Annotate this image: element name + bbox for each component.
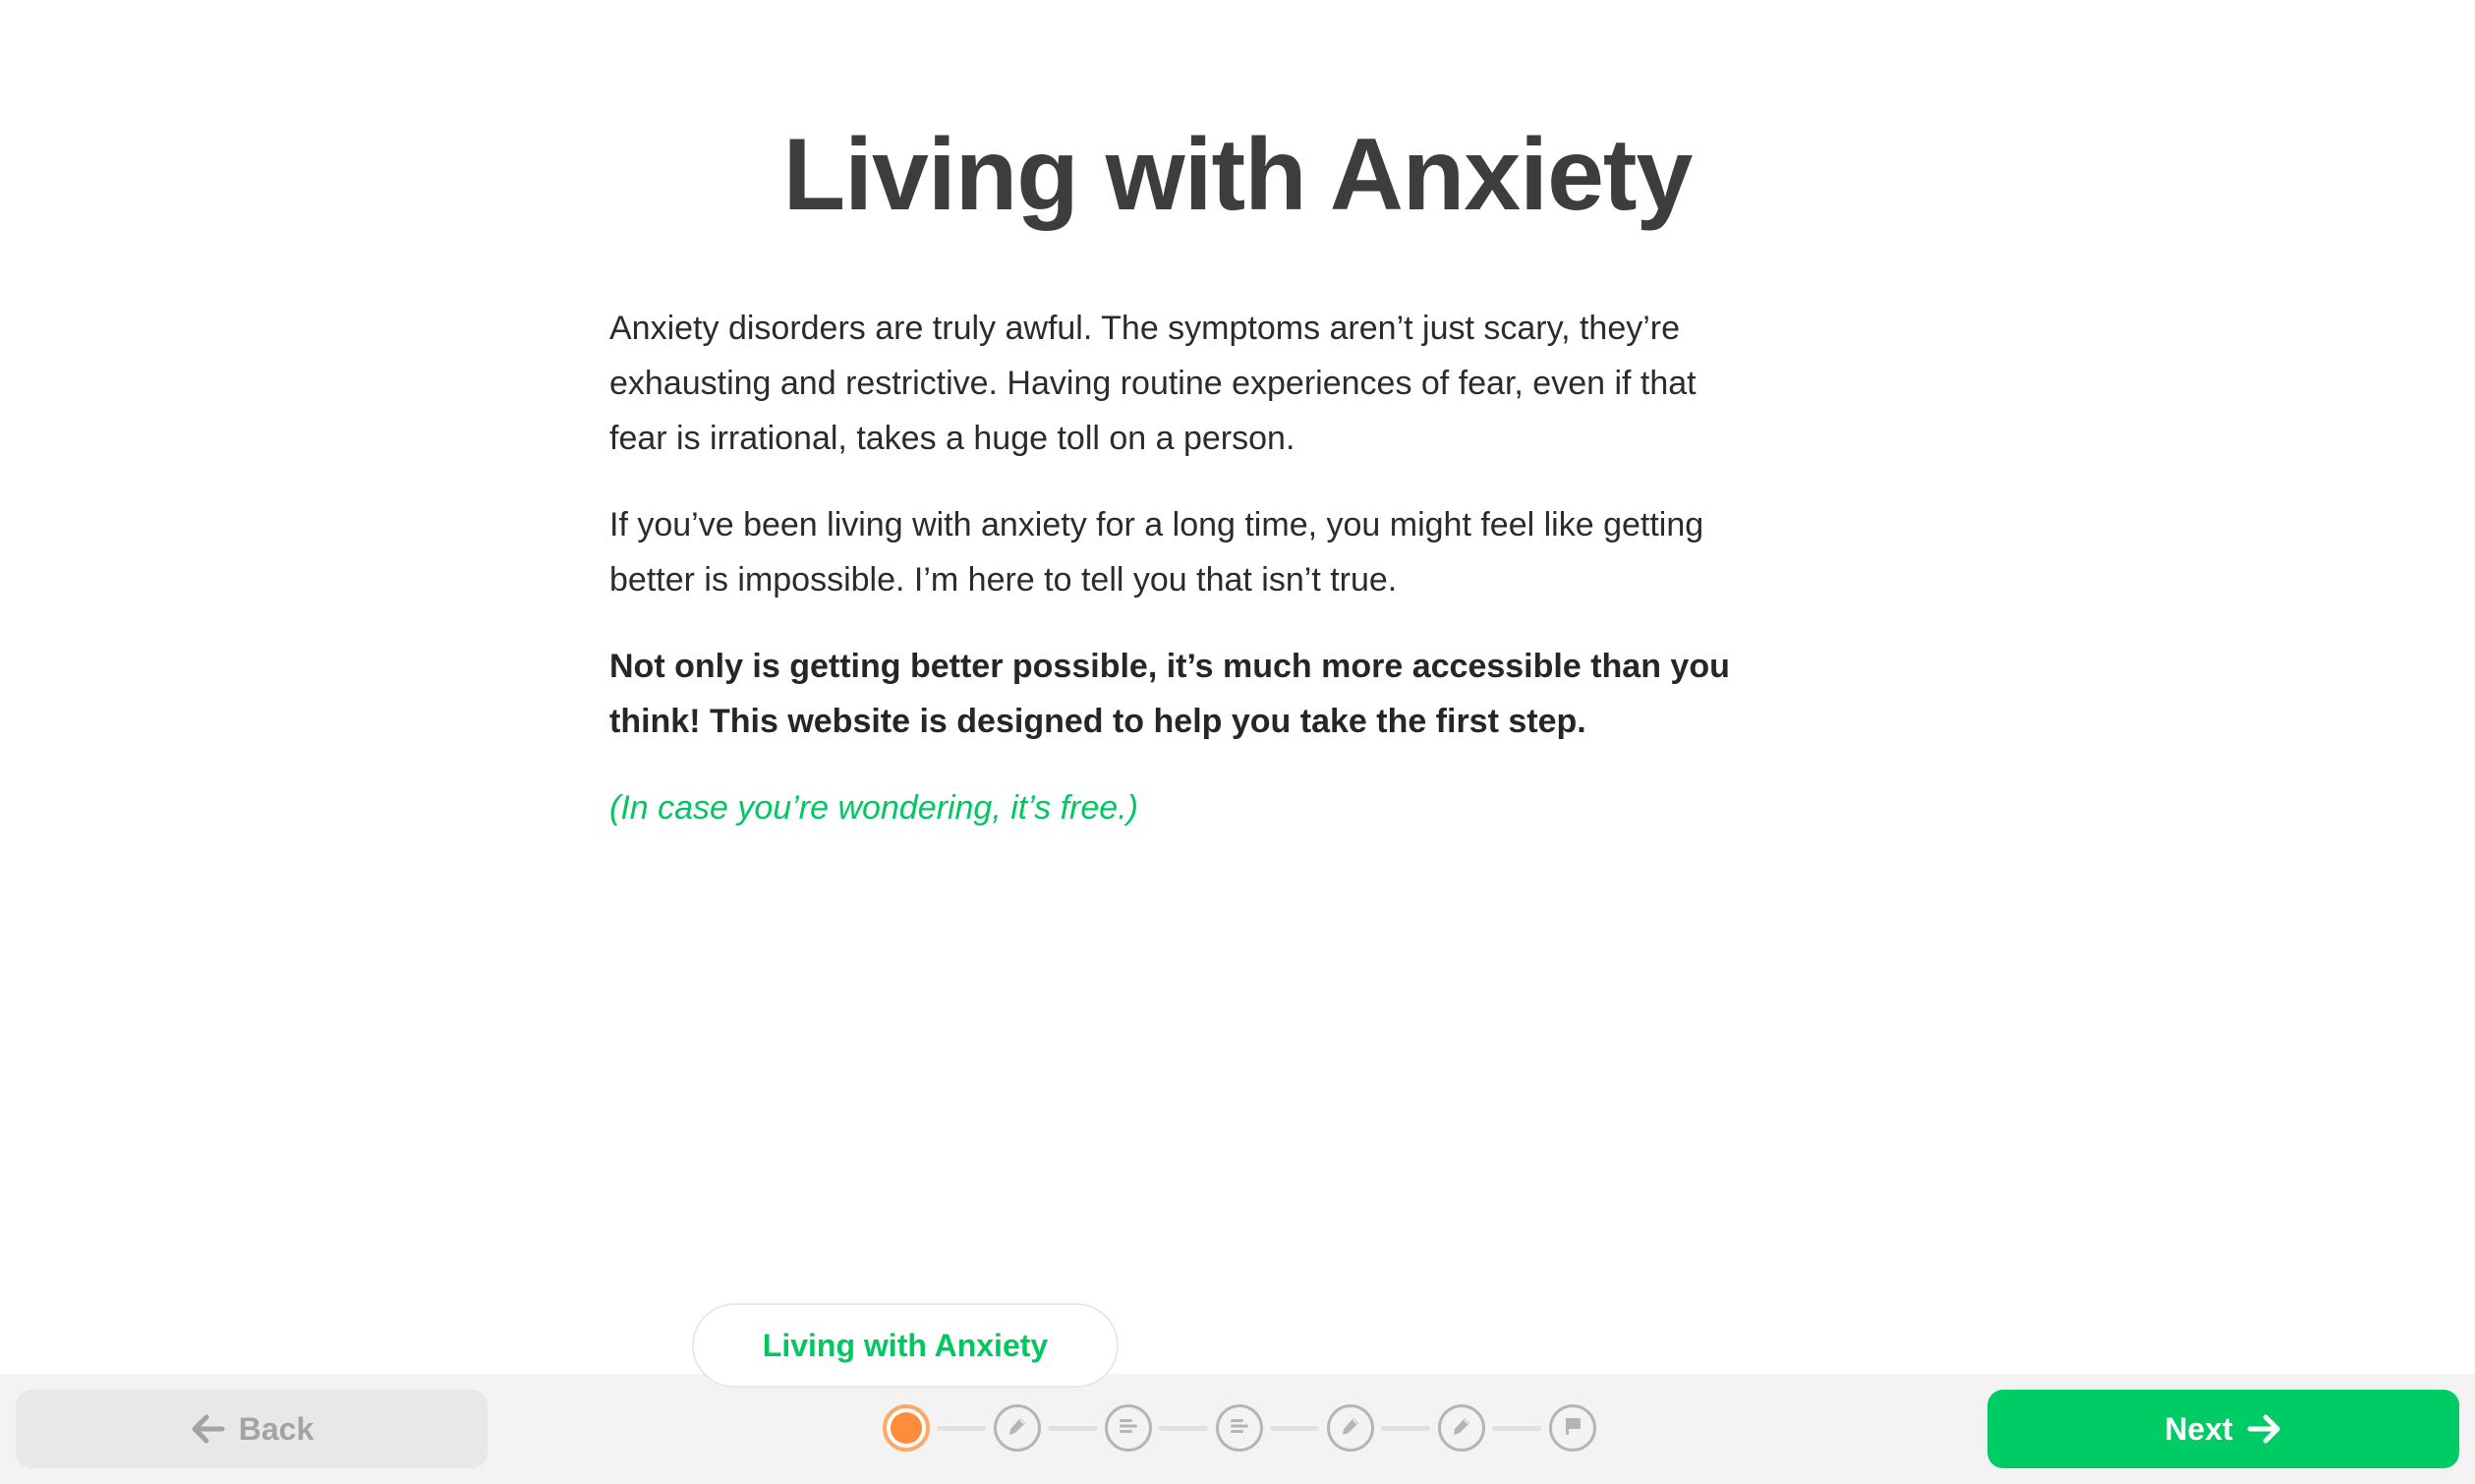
step-connector [1159,1426,1208,1431]
step-3[interactable] [1105,1404,1152,1452]
intro-paragraph-2 [609,497,1887,607]
step-connector [1381,1426,1430,1431]
step-connector [937,1426,986,1431]
step-connector [1270,1426,1319,1431]
progress-stepper [883,1404,1596,1452]
current-step-tooltip-label: Living with Anxiety [762,1327,1049,1363]
step-5[interactable] [1327,1404,1374,1452]
step-7-finish[interactable] [1549,1404,1596,1452]
step-2[interactable] [994,1404,1041,1452]
current-dot-icon [891,1412,922,1444]
flag-icon [1562,1415,1583,1442]
step-connector [1492,1426,1541,1431]
intro-paragraph-1 [609,301,1887,466]
back-button[interactable] [16,1390,488,1468]
step-4[interactable] [1216,1404,1263,1452]
next-button-label: Next [2164,1410,2233,1447]
text-line: If you’ve been living with anxiety for a long time, you might feel like getting [609,506,1704,543]
step-connector [1048,1426,1097,1431]
step-1-current[interactable] [883,1404,930,1452]
free-note [609,780,1887,835]
pencil-icon [1451,1415,1472,1442]
text-line: better is impossible. I’m here to tell you that isn’t true. [609,561,1398,599]
footer-navigation [0,1374,2475,1484]
next-button[interactable] [1987,1390,2459,1468]
pencil-icon [1007,1415,1028,1442]
text-line: Anxiety disorders are truly awful. The symptoms aren’t just scary, they’re [609,310,1681,347]
arrow-left-icon [190,1413,225,1445]
text-lines-icon [1118,1417,1139,1440]
text-line: (In case you’re wondering, it’s free.) [609,789,1138,827]
intro-paragraph-emphasis [609,639,1887,749]
intro-content [609,301,1887,867]
text-line: Not only is getting better possible, it’s much more accessible than you [609,648,1730,685]
current-step-tooltip [692,1303,1119,1388]
page-title: Living with Anxiety [782,118,1693,232]
text-lines-icon [1229,1417,1250,1440]
pencil-icon [1340,1415,1361,1442]
text-line: exhausting and restrictive. Having routine experiences of fear, even if that [609,365,1697,402]
text-line: think! This website is designed to help you take the first step. [609,703,1586,740]
back-button-label: Back [238,1410,315,1447]
arrow-right-icon [2247,1413,2282,1445]
text-line: fear is irrational, takes a huge toll on a person. [609,420,1295,457]
step-6[interactable] [1438,1404,1485,1452]
